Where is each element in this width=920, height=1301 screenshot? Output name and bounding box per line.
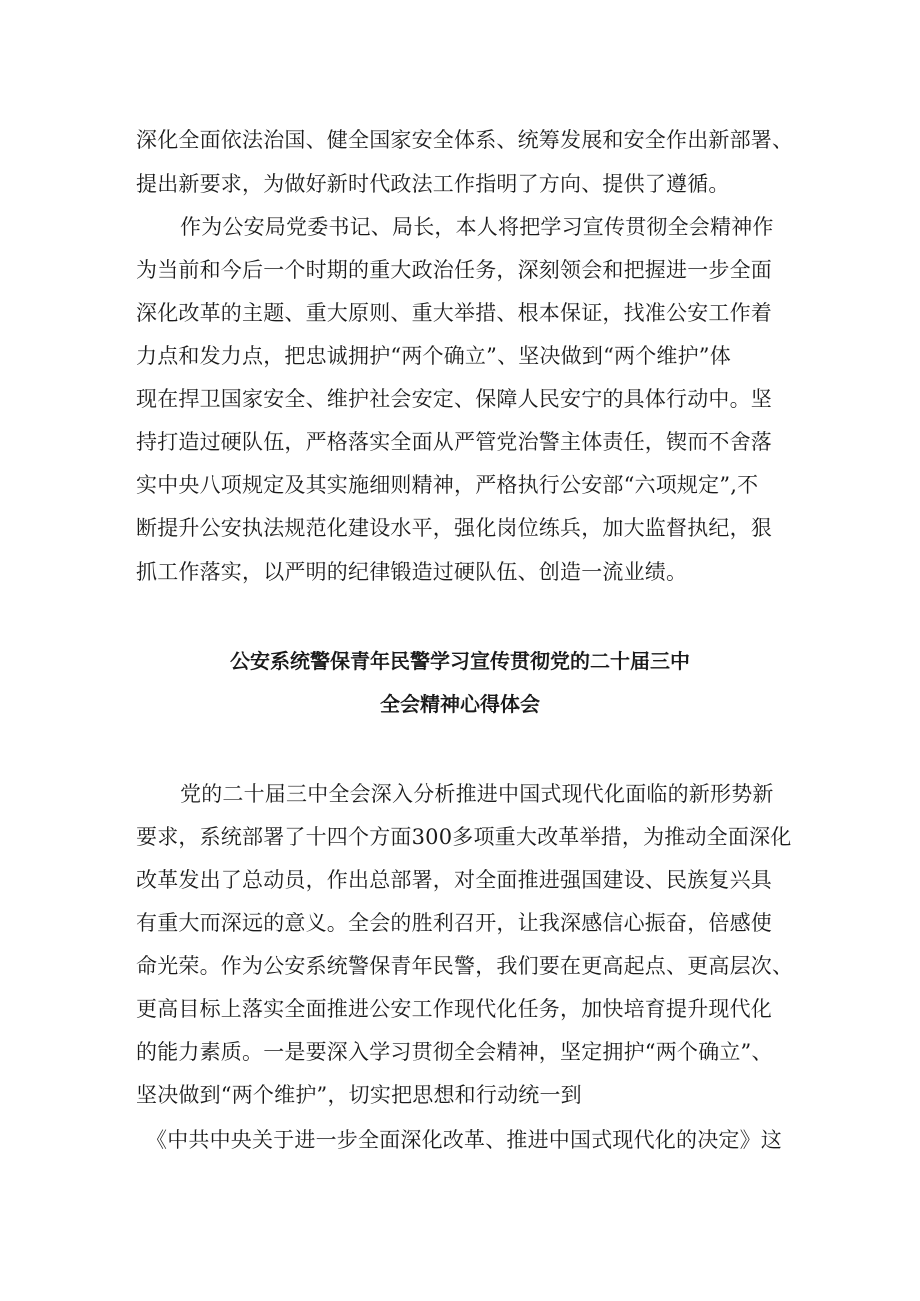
paragraph-line: 《中共中央关于进一步全面深化改革、推进中国式现代化的决定》这 [146,1128,782,1152]
paragraph-line: 党的二十届三中全会深入分析推进中国式现代化面临的新形势新 [180,782,774,806]
paragraph-line: 提出新要求，为做好新时代政法工作指明了方向、提供了遵循。 [136,172,730,196]
paragraph-line: 为当前和今后一个时期的重大政治任务，深刻领会和把握进一步全面 [136,258,772,282]
paragraph-line: 实中央八项规定及其实施细则精神，严格执行公安部“六项规定”,不 [136,473,759,497]
article-title-line-2: 全会精神心得体会 [380,692,540,716]
article-title-line-1: 公安系统警保青年民警学习宣传贯彻党的二十届三中 [230,649,690,673]
paragraph-line: 作为公安局党委书记、局长，本人将把学习宣传贯彻全会精神作 [180,215,774,239]
paragraph-line: 改革发出了总动员，作出总部署，对全面推进强国建设、民族复兴具 [136,868,772,892]
paragraph-line: 力点和发力点，把忠诚拥护“两个确立”、坚决做到“两个维护”体 [136,344,731,368]
paragraph-line: 深化改革的主题、重大原则、重大举措、根本保证，找准公安工作着 [136,301,772,325]
paragraph-line: 抓工作落实，以严明的纪律锻造过硬队伍、创造一流业绩。 [136,560,688,584]
paragraph-line: 的能力素质。一是要深入学习贯彻全会精神，坚定拥护“两个确立”、 [136,1040,773,1064]
paragraph-line: 有重大而深远的意义。全会的胜利召开，让我深感信心振奋，倍感使 [136,911,772,935]
paragraph-line: 命光荣。作为公安系统警保青年民警，我们要在更高起点、更高层次、 [136,954,794,978]
paragraph-line: 断提升公安执法规范化建设水平，强化岗位练兵，加大监督执纪，狠 [136,516,772,540]
paragraph-line: 深化全面依法治国、健全国家安全体系、统筹发展和安全作出新部署、 [136,128,794,152]
paragraph-line: 坚决做到“两个维护”，切实把思想和行动统一到 [136,1083,582,1107]
paragraph-line: 要求，系统部署了十四个方面300多项重大改革举措，为推动全面深化 [136,825,792,849]
paragraph-line: 持打造过硬队伍，严格落实全面从严管党治警主体责任，锲而不舍落 [136,430,772,454]
paragraph-line: 现在捍卫国家安全、维护社会安定、保障人民安宁的具体行动中。坚 [136,387,772,411]
paragraph-line: 更高目标上落实全面推进公安工作现代化任务，加快培育提升现代化 [136,997,772,1021]
